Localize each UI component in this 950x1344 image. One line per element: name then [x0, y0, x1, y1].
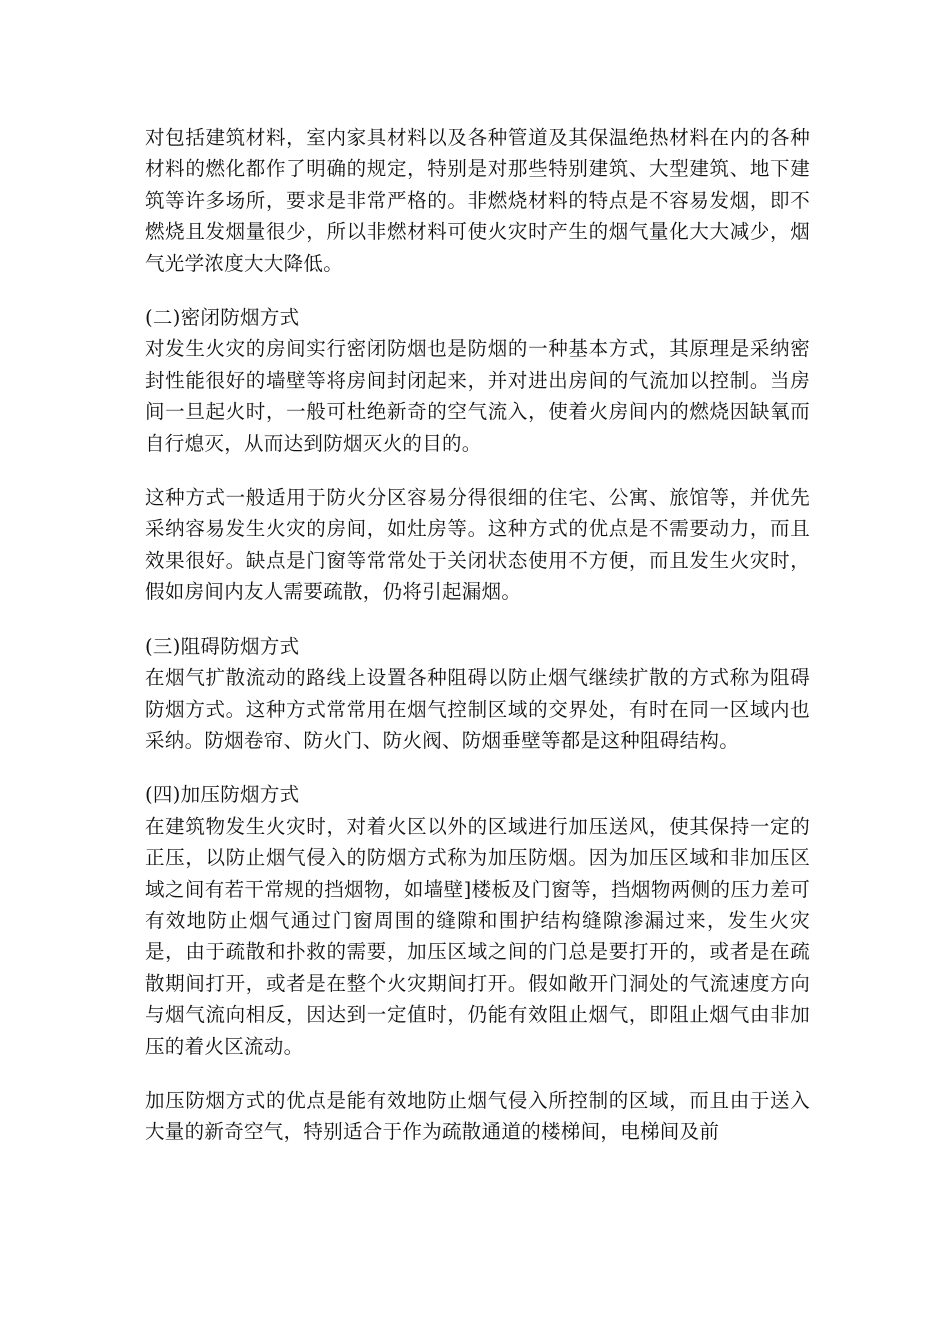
section-heading-pressurized: (四)加压防烟方式 [145, 783, 300, 807]
paragraph-barrier-description: 在烟气扩散流动的路线上设置各种阻碍以防止烟气继续扩散的方式称为阻碍防烟方式。这种方式常常用在烟气控制区域的交界处，有时在同一区域内也采纳。防烟卷帘、防火门、防火阀、防烟垂壁等都是这种阻碍结构。 [145, 666, 810, 752]
paragraph-pressurized-description: 在建筑物发生火灾时，对着火区以外的区域进行加压送风，使其保持一定的正压，以防止烟气侵入的防烟方式称为加压防烟。因为加压区域和非加压区域之间有若干常规的挡烟物，如墙壁]楼板及门窗等，挡烟物两侧的压力差可有效地防止烟气通过门窗周围的缝隙和围护结构缝隙渗漏过来，发生火灾是，由于疏散和扑救的需要，加压区域之间的门总是要打开的，或者是在疏散期间打开，或者是在整个火灾期间打开。假如敞开门洞处的气流速度方向与烟气流向相反，因达到一定值时，仍能有效阻止烟气，即阻止烟气由非加压的着火区流动。 [145, 814, 810, 1058]
paragraph-non-combustible-materials: 对包括建筑材料，室内家具材料以及各种管道及其保温绝热材料在内的各种材料的燃化都作了明确的规定，特别是对那些特别建筑、大型建筑、地下建筑等许多场所，要求是非常严格的。非燃烧材料的特点是不容易发烟，即不燃烧且发烟量很少，所以非燃材料可使火灾时产生的烟气量化大大减少，烟气光学浓度大大降低。 [145, 126, 810, 275]
paragraph-sealed-application: 这种方式一般适用于防火分区容易分得很细的住宅、公寓、旅馆等，并优先采纳容易发生火灾的房间，如灶房等。这种方式的优点是不需要动力，而且效果很好。缺点是门窗等常常处于关闭状态使用不方便，而且发生火灾时，假如房间内友人需要疏散，仍将引起漏烟。 [145, 486, 810, 604]
section-heading-sealed: (二)密闭防烟方式 [145, 306, 300, 330]
document-body [145, 122, 810, 1171]
paragraph-sealed-principle: 对发生火灾的房间实行密闭防烟也是防烟的一种基本方式，其原理是采纳密封性能很好的墙壁等将房间封闭起来，并对进出房间的气流加以控制。当房间一旦起火时，一般可杜绝新奇的空气流入，使着火房间内的燃烧因缺氧而自行熄灭，从而达到防烟灭火的目的。 [145, 337, 810, 455]
paragraph-pressurized-advantages: 加压防烟方式的优点是能有效地防止烟气侵入所控制的区域，而且由于送入大量的新奇空气，特别适合于作为疏散通道的楼梯间，电梯间及前 [145, 1088, 810, 1144]
section-heading-barrier: (三)阻碍防烟方式 [145, 634, 300, 658]
section-sealed-smoke-prevention [145, 302, 810, 459]
section-pressurized-smoke-prevention [145, 779, 810, 1062]
section-barrier-smoke-prevention [145, 631, 810, 757]
